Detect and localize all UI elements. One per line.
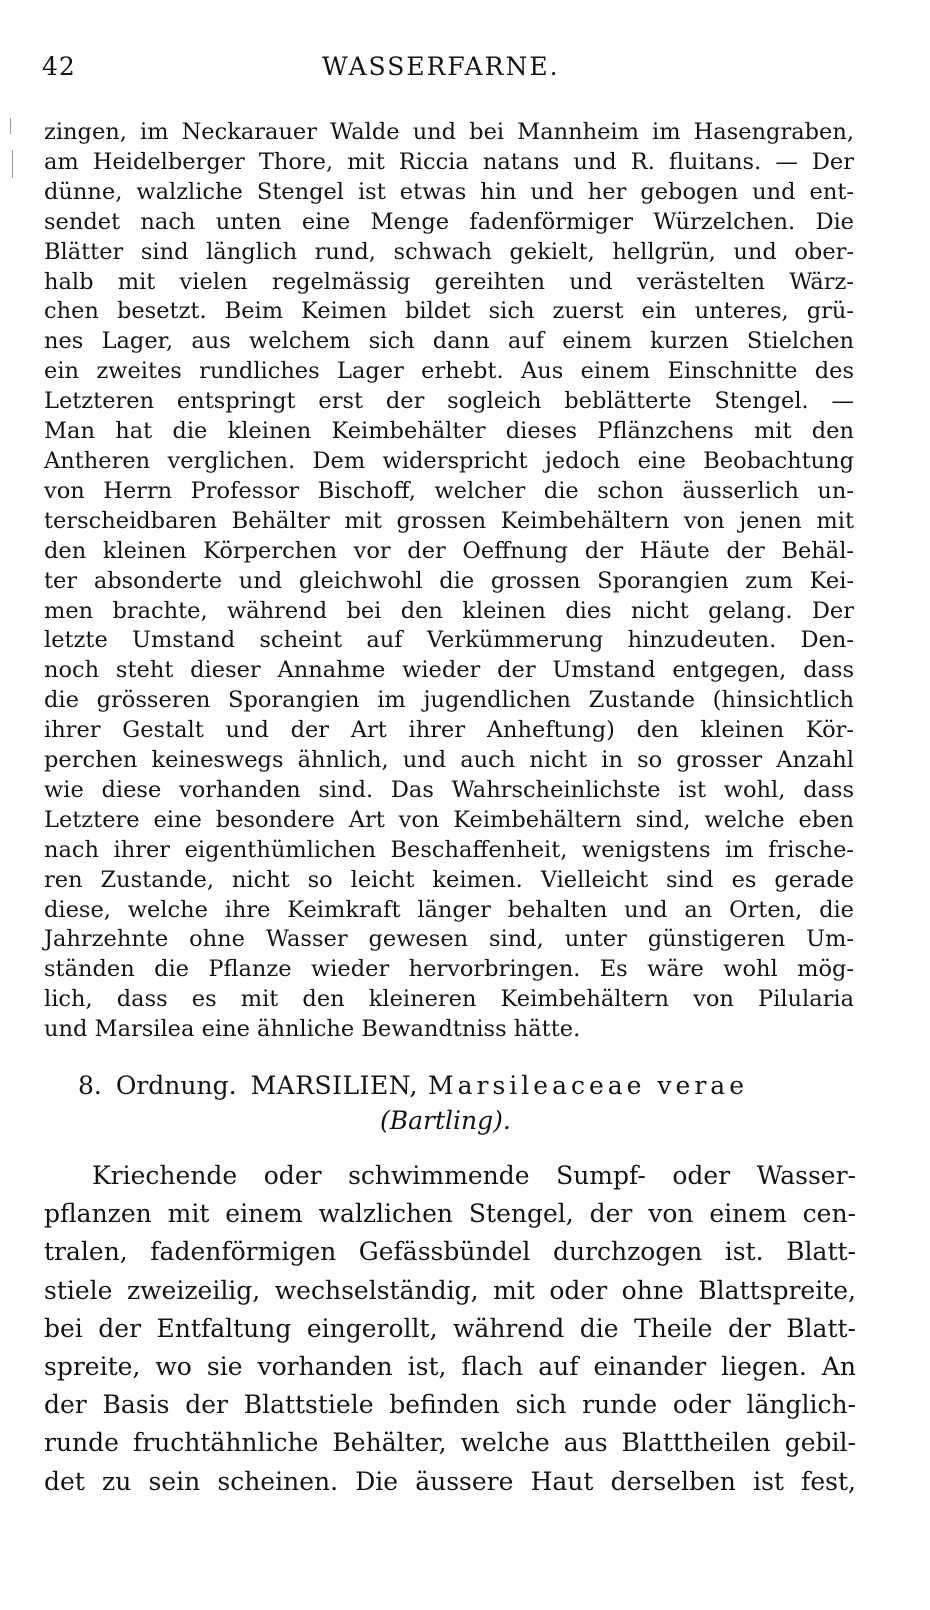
text-line: Man hat die kleinen Keimbehälter dieses Pflänzchens mit den [44, 418, 854, 445]
text-line: am Heidelberger Thore, mit Riccia natans und R. fluitans. — Der [44, 148, 854, 175]
text-line: stiele zweizeilig, wechselständig, mit oder ohne Blattspreite, [44, 1275, 856, 1305]
margin-mark [10, 118, 11, 134]
text-line: perchen keineswegs ähnlich, und auch nicht in so grosser Anzahl [44, 747, 854, 774]
page-number: 42 [42, 52, 76, 81]
text-line: noch steht dieser Annahme wieder der Umstand entgegen, dass [44, 657, 854, 684]
text-line: men brachte, während bei den kleinen dies nicht gelang. Der [44, 597, 854, 624]
text-line: die grösseren Sporangien im jugendlichen Zustande (hinsichtlich [44, 687, 854, 714]
text-line: nes Lager, aus welchem sich dann auf einem kurzen Stielchen [44, 328, 854, 355]
text-line: det zu sein scheinen. Die äussere Haut derselben ist fest, [44, 1466, 856, 1496]
text-line: terscheidbaren Behälter mit grossen Keimbehältern von jenen mit [44, 507, 854, 534]
text-line: nach ihrer eigenthümlichen Beschaffenheit, wenigstens im frische- [44, 836, 854, 863]
section-name: MARSILIEN, [250, 1071, 418, 1100]
text-line: wie diese vorhanden sind. Das Wahrscheinlichste ist wohl, dass [44, 776, 854, 803]
section-heading [78, 1071, 838, 1101]
text-line: und Marsilea eine ähnliche Bewandtniss hätte. [44, 1016, 581, 1043]
text-line: ihrer Gestalt und der Art ihrer Anheftung) den kleinen Kör- [44, 717, 854, 744]
text-line: chen besetzt. Beim Keimen bildet sich zuerst ein unteres, grü- [44, 298, 854, 325]
text-line: Blätter sind länglich rund, schwach gekielt, hellgrün, und ober- [44, 238, 854, 265]
text-line: von Herrn Professor Bischoff, welcher die schon äusserlich un- [44, 477, 854, 504]
text-line: Letzteren entspringt erst der sogleich beblätterte Stengel. — [44, 388, 854, 415]
text-line: ständen die Pflanze wieder hervorbringen. Es wäre wohl mög- [44, 956, 854, 983]
running-title: WASSERFARNE. [322, 52, 560, 81]
text-line: dünne, walzliche Stengel ist etwas hin und her gebogen und ent- [44, 178, 854, 205]
margin-mark [12, 150, 13, 178]
text-line: der Basis der Blattstiele befinden sich runde oder länglich- [44, 1390, 856, 1420]
text-line: bei der Entfaltung eingerollt, während die Theile der Blatt- [44, 1313, 856, 1343]
text-line: spreite, wo sie vorhanden ist, flach auf einander liegen. An [44, 1352, 856, 1382]
text-line: runde fruchtähnliche Behälter, welche aus Blatttheilen gebil- [44, 1428, 856, 1458]
section-latin-name: Marsileaceae verae [428, 1071, 748, 1100]
text-line: lich, dass es mit den kleineren Keimbehältern von Pilularia [44, 986, 854, 1013]
section-number: 8. [78, 1071, 102, 1100]
text-line: ren Zustande, nicht so leicht keimen. Vielleicht sind es gerade [44, 866, 854, 893]
paragraph-1 [44, 118, 854, 1045]
text-line: ter absonderte und gleichwohl die grossen Sporangien zum Kei- [44, 567, 854, 594]
running-head [42, 52, 847, 92]
text-line: halb mit vielen regelmässig gereihten und verästelten Wärz- [44, 268, 854, 295]
text-line: Jahrzehnte ohne Wasser gewesen sind, unter günstigeren Um- [44, 926, 854, 953]
text-line: ein zweites rundliches Lager erhebt. Aus einem Einschnitte des [44, 358, 854, 385]
section-authority: (Bartling). [380, 1106, 511, 1135]
section-label: Ordnung. [115, 1071, 237, 1100]
text-line: zingen, im Neckarauer Walde und bei Mannheim im Hasengraben, [44, 119, 854, 145]
text-line: Antheren verglichen. Dem widerspricht jedoch eine Beobachtung [44, 447, 854, 474]
text-line: diese, welche ihre Keimkraft länger behalten und an Orten, die [44, 896, 854, 923]
text-line: tralen, fadenförmigen Gefässbündel durchzogen ist. Blatt- [44, 1237, 856, 1267]
text-line: Kriechende oder schwimmende Sumpf- oder Wasser- [92, 1161, 856, 1190]
paragraph-2 [44, 1157, 856, 1501]
text-line: pflanzen mit einem walzlichen Stengel, der von einem cen- [44, 1199, 856, 1229]
text-line: den kleinen Körperchen vor der Oeffnung der Häute der Behäl- [44, 537, 854, 564]
text-line: sendet nach unten eine Menge fadenförmiger Würzelchen. Die [44, 208, 854, 235]
text-line: letzte Umstand scheint auf Verkümmerung hinzudeuten. Den- [44, 627, 854, 654]
text-line: Letztere eine besondere Art von Keimbehältern sind, welche eben [44, 806, 854, 833]
